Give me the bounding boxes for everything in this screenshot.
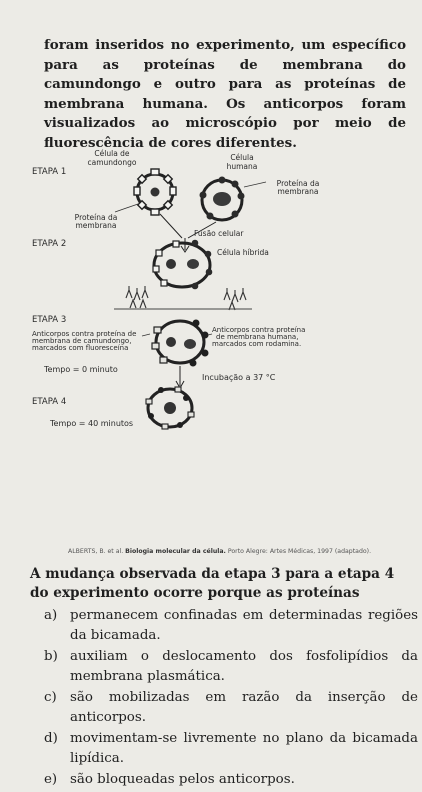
time-40-label: Tempo = 40 minutos bbox=[50, 419, 134, 428]
alternatives-list bbox=[44, 606, 418, 792]
alternative-text: são bloqueadas pelos anticorpos. bbox=[70, 772, 295, 787]
alternative-a[interactable] bbox=[44, 606, 418, 645]
incubation-label: Incubação a 37 °C bbox=[202, 373, 276, 382]
alternative-d[interactable] bbox=[44, 729, 418, 768]
human-cell bbox=[200, 177, 245, 221]
alternative-text: movimentam-se livremente no plano da bicamada lipídica. bbox=[70, 731, 418, 766]
alternative-letter: a) bbox=[44, 608, 58, 623]
alternative-text: auxiliam o deslocamento dos fosfolipídios da membrana plasmática. bbox=[70, 649, 418, 684]
alternative-letter: e) bbox=[44, 772, 58, 787]
human-cell-label-2: humana bbox=[226, 162, 258, 171]
human-cell-label-1: Célula bbox=[230, 153, 254, 162]
alternative-letter: c) bbox=[44, 690, 57, 705]
membrane-protein-right-1: Proteína da bbox=[276, 179, 320, 188]
question-stem: A mudança observada da etapa 3 para a etapa 4 do experimento ocorre porque as proteínas bbox=[30, 566, 395, 601]
alternative-b[interactable] bbox=[44, 647, 418, 686]
intro-paragraph: foram inseridos no experimento, um específico para as proteínas de membrana do camundongo e outro para as proteínas de membrana humana. Os anticorpos foram visualizados ao microscópio por meio de fluorescência de cores diferentes. bbox=[44, 37, 406, 151]
alternative-text: são mobilizadas em razão da inserção de anticorpos. bbox=[70, 690, 418, 725]
antibodies-left-1: Anticorpos contra proteína de bbox=[32, 330, 137, 338]
antibodies-group bbox=[126, 286, 246, 310]
mouse-cell bbox=[134, 169, 176, 215]
hybrid-cell bbox=[153, 240, 212, 290]
alternative-letter: d) bbox=[44, 731, 58, 746]
etapa3-label: ETAPA 3 bbox=[32, 315, 67, 325]
cell-step3 bbox=[152, 320, 209, 367]
experiment-diagram bbox=[30, 142, 422, 550]
antibodies-left-3: marcados com fluoresceína bbox=[32, 344, 129, 352]
antibodies-right-2: de membrana humana, bbox=[216, 333, 299, 341]
alternative-c[interactable] bbox=[44, 688, 418, 727]
caption-book: Biologia molecular da célula. bbox=[125, 548, 226, 555]
caption-rest: Porto Alegre: Artes Médicas, 1997 (adaptado). bbox=[227, 548, 372, 555]
membrane-protein-right-2: membrana bbox=[277, 187, 319, 196]
cell-step4 bbox=[146, 387, 194, 429]
experiment-figure bbox=[30, 142, 422, 550]
fusion-label: Fusão celular bbox=[194, 229, 244, 238]
membrane-protein-left-1: Proteína da bbox=[74, 213, 118, 222]
mouse-cell-label-1: Célula de bbox=[94, 149, 130, 158]
figure-caption bbox=[68, 548, 418, 555]
alternative-letter: b) bbox=[44, 649, 58, 664]
mouse-cell-label-2: camundongo bbox=[87, 158, 137, 167]
time-0-label: Tempo = 0 minuto bbox=[44, 365, 118, 374]
etapa2-label: ETAPA 2 bbox=[32, 239, 67, 249]
etapa4-label: ETAPA 4 bbox=[32, 397, 67, 407]
hybrid-cell-label: Célula híbrida bbox=[217, 248, 269, 257]
antibodies-right-1: Anticorpos contra proteína bbox=[212, 326, 306, 334]
caption-authors: ALBERTS, B. et al. bbox=[68, 548, 124, 555]
alternative-text: permanecem confinadas em determinadas regiões da bicamada. bbox=[70, 608, 418, 643]
alternative-e[interactable] bbox=[44, 770, 418, 790]
antibodies-left-2: membrana de camundongo, bbox=[32, 337, 132, 345]
etapa1-label: ETAPA 1 bbox=[32, 167, 67, 177]
antibodies-right-3: marcados com rodamina. bbox=[212, 340, 302, 348]
membrane-protein-left-2: membrana bbox=[75, 221, 117, 230]
